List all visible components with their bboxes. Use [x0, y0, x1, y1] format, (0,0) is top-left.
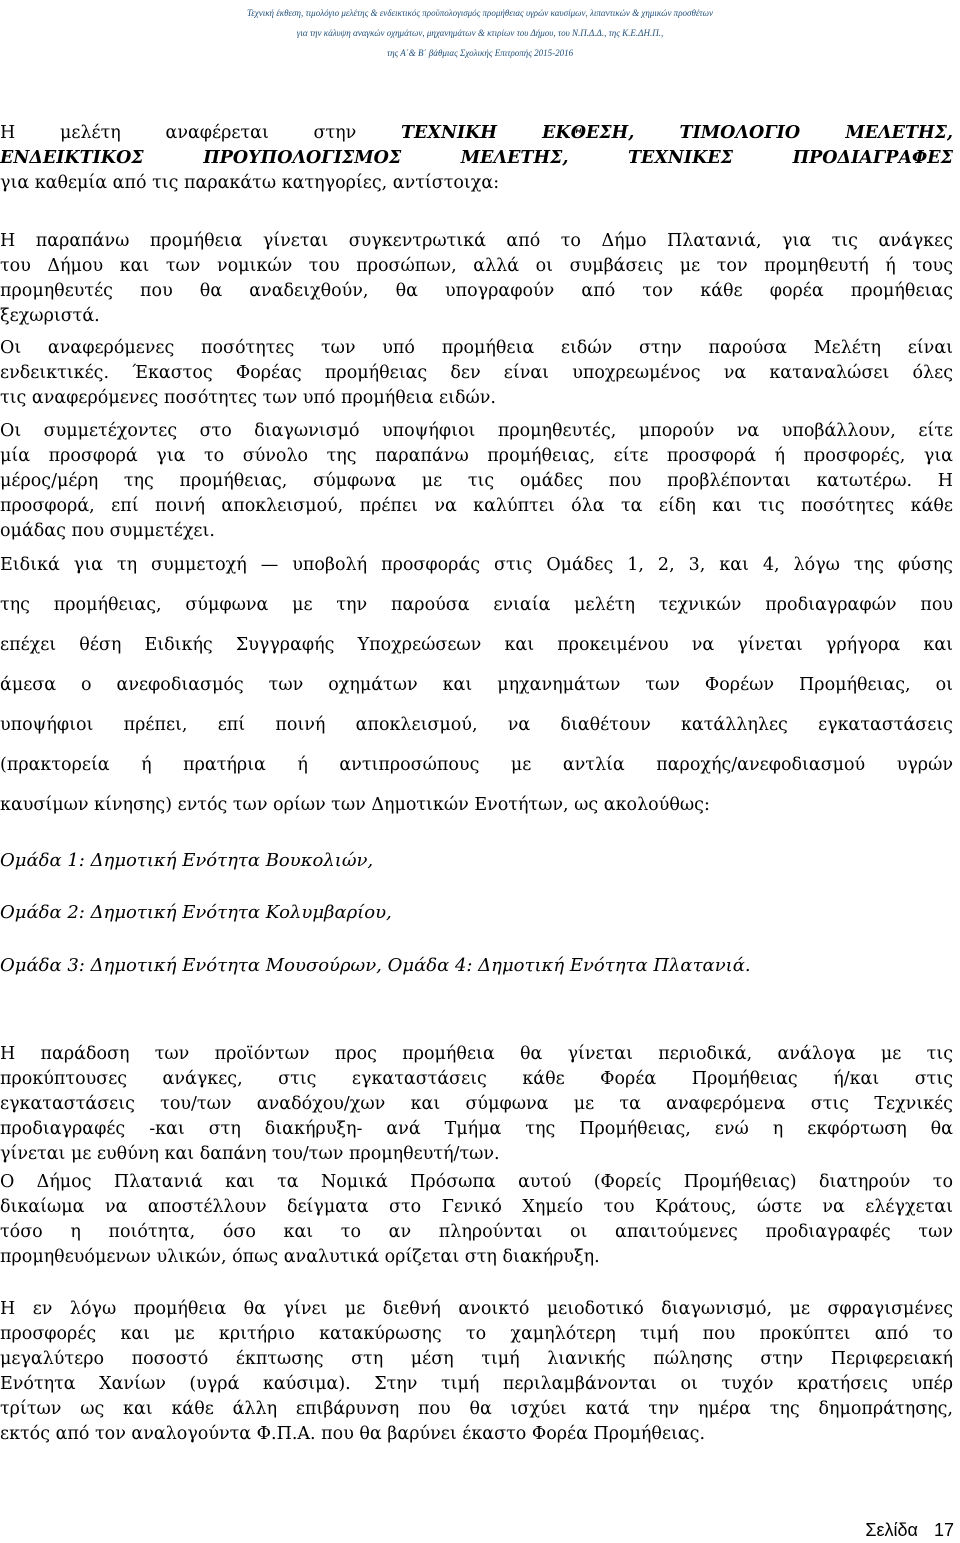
- text-line: τρίτων ως και κάθε άλλη επιβάρυνση που θα ισχύει κατά την ημέρα της δημοπράτησης,: [0, 1399, 953, 1419]
- header-line-2: για την κάλυψη αναγκών οχημάτων, μηχανημάτων & κτιρίων του Δήμου, του Ν.Π.Δ.Δ., της Κ.Ε.ΔΗ.Π.,: [296, 28, 664, 38]
- text-line: καυσίμων κίνησης) εντός των ορίων των Δημοτικών Ενοτήτων, ως ακολούθως:: [0, 795, 710, 815]
- text-line: προκύπτουσες ανάγκες, στις εγκαταστάσεις κάθε Φορέα Προμήθειας ή/και στις: [0, 1069, 953, 1089]
- text-line: ενδεικτικές. Έκαστος Φορέας προμήθειας δεν είναι υποχρεωμένος να καταναλώσει όλες: [0, 363, 953, 383]
- text-line: προδιαγραφές -και στη διακήρυξη- ανά Τμήμα της Προμήθειας, ενώ η εκφόρτωση θα: [0, 1119, 953, 1139]
- paragraph-5: [0, 1042, 953, 1167]
- text-line: εκτός από τον αναλογούντα Φ.Π.Α. που θα βαρύνει έκαστο Φορέα Προμήθειας.: [0, 1424, 706, 1444]
- text-line: μία προσφορά για το σύνολο της παραπάνω προμήθειας, είτε προσφορά ή προσφορές, για: [0, 446, 953, 466]
- header-line-1: Τεχνική έκθεση, τιμολόγιο μελέτης & ενδεικτικός προϋπολογισμός προμήθειας υγρών καυσίμων, λιπαντικών & χημικών προσθέτων: [247, 8, 713, 18]
- text-line: δικαίωμα να αποστέλλουν δείγματα στο Γενικό Χημείο του Κράτους, ώστε να ελέγχεται: [0, 1197, 953, 1217]
- page-number: 17: [933, 1520, 954, 1540]
- text-line: Οι συμμετέχοντες στο διαγωνισμό υποψήφιοι προμηθευτές, μπορούν να υποβάλλουν, είτε: [0, 421, 953, 441]
- text-line: Οι αναφερόμενες ποσότητες των υπό προμήθεια ειδών στην παρούσα Μελέτη είναι: [0, 338, 953, 358]
- text-line: προσφορές και με κριτήριο κατακύρωσης το χαμηλότερη τιμή που προκύπτει από το: [0, 1324, 953, 1344]
- text-line: τις αναφερόμενες ποσότητες των υπό προμήθεια ειδών.: [0, 388, 496, 408]
- text-line: του Δήμου και των νομικών του προσώπων, αλλά οι συμβάσεις με τον προμηθευτή ή τους: [0, 256, 953, 276]
- text-line: της προμήθειας, σύμφωνα με την παρούσα ενιαία μελέτη τεχνικών προδιαγραφών που: [0, 595, 953, 615]
- text-line: τόσο η ποιότητα, όσο και το αν πληρούνται οι απαιτούμενες προδιαγραφές των: [0, 1222, 953, 1242]
- text-line: ξεχωριστά.: [0, 306, 100, 326]
- text-line: Η παράδοση των προϊόντων προς προμήθεια θα γίνεται περιοδικά, ανάλογα με τις: [0, 1044, 953, 1064]
- text-line: προσφορά, επί ποινή αποκλεισμού, πρέπει να καλύπτει όλα τα είδη και τις ποσότητες κάθε: [0, 496, 953, 516]
- text-line: Ειδικά για τη συμμετοχή — υποβολή προσφοράς στις Ομάδες 1, 2, 3, και 4, λόγω της φύσης: [0, 555, 953, 575]
- intro-line-3: για καθεμία από τις παρακάτω κατηγορίες, αντίστοιχα:: [0, 173, 500, 193]
- text-line: εγκαταστάσεις του/των αναδόχου/χων και σύμφωνα με τα αναφερόμενα στις Τεχνικές: [0, 1094, 953, 1114]
- text-line: άμεσα ο ανεφοδιασμός των οχημάτων και μηχανημάτων των Φορέων Προμήθειας, οι: [0, 675, 953, 695]
- intro-bold-title: ΤΕΧΝΙΚΗ ΕΚΘΕΣΗ, ΤΙΜΟΛΟΓΙΟ ΜΕΛΕΤΗΣ,: [401, 123, 953, 143]
- header-line-3: της Α΄& Β΄ βάθμιας Σχολικής Επιτροπής 2015-2016: [386, 48, 574, 58]
- text-line: επέχει θέση Ειδικής Συγγραφής Υποχρεώσεων και προκειμένου να γίνεται γρήγορα και: [0, 635, 953, 655]
- paragraph-2: [0, 336, 953, 411]
- group-1-line: Ομάδα 1: Δημοτική Ενότητα Βουκολιών,: [0, 850, 374, 871]
- paragraph-7: [0, 1297, 953, 1447]
- intro-line-2: ΕΝΔΕΙΚΤΙΚΟΣ ΠΡΟΥΠΟΛΟΓΙΣΜΟΣ ΜΕΛΕΤΗΣ, ΤΕΧΝΙΚΕΣ ΠΡΟΔΙΑΓΡΑΦΕΣ: [0, 148, 953, 168]
- text-line: μεγαλύτερο ποσοστό έκπτωσης στη μέση τιμή λιανικής πώλησης στην Περιφερειακή: [0, 1349, 953, 1369]
- intro-paragraph: [0, 121, 953, 196]
- page-footer: [865, 1520, 954, 1541]
- intro-text: Η μελέτη αναφέρεται στην: [0, 123, 402, 143]
- page-label: Σελίδα: [865, 1520, 918, 1540]
- text-line: (πρακτορεία ή πρατήρια ή αντιπροσώπους με αντλία παροχής/ανεφοδιασμού υγρών: [0, 755, 953, 775]
- text-line: Ενότητα Χανίων (υγρά καύσιμα). Στην τιμή περιλαμβάνονται οι τυχόν κρατήσεις υπέρ: [0, 1374, 953, 1394]
- paragraph-4: [0, 545, 953, 825]
- group-2-line: Ομάδα 2: Δημοτική Ενότητα Κολυμβαρίου,: [0, 902, 392, 923]
- text-line: Η παραπάνω προμήθεια γίνεται συγκεντρωτικά από το Δήμο Πλατανιά, για τις ανάγκες: [0, 231, 953, 251]
- text-line: Ο Δήμος Πλατανιά και τα Νομικά Πρόσωπα αυτού (Φορείς Προμήθειας) διατηρούν το: [0, 1172, 953, 1192]
- text-line: προμηθευτές που θα αναδειχθούν, θα υπογραφούν από τον κάθε φορέα προμήθειας: [0, 281, 953, 301]
- paragraph-3: [0, 419, 953, 544]
- intro-line-1: [0, 121, 953, 146]
- text-line: μέρος/μέρη της προμήθειας, σύμφωνα με τις ομάδες που προβλέπονται κατωτέρω. Η: [0, 471, 953, 491]
- paragraph-1: [0, 229, 953, 329]
- group-3-4-line: Ομάδα 3: Δημοτική Ενότητα Μουσούρων, Ομάδα 4: Δημοτική Ενότητα Πλατανιά.: [0, 955, 751, 976]
- paragraph-6: [0, 1170, 953, 1270]
- text-line: προμηθευόμενων υλικών, όπως αναλυτικά ορίζεται στη διακήρυξη.: [0, 1247, 600, 1267]
- text-line: υποψήφιοι πρέπει, επί ποινή αποκλεισμού, να διαθέτουν κατάλληλες εγκαταστάσεις: [0, 715, 953, 735]
- text-line: Η εν λόγω προμήθεια θα γίνει με διεθνή ανοικτό μειοδοτικό διαγωνισμό, με σφραγισμένες: [0, 1299, 953, 1319]
- text-line: ομάδας που συμμετέχει.: [0, 521, 215, 541]
- text-line: γίνεται με ευθύνη και δαπάνη του/των προμηθευτή/των.: [0, 1144, 500, 1164]
